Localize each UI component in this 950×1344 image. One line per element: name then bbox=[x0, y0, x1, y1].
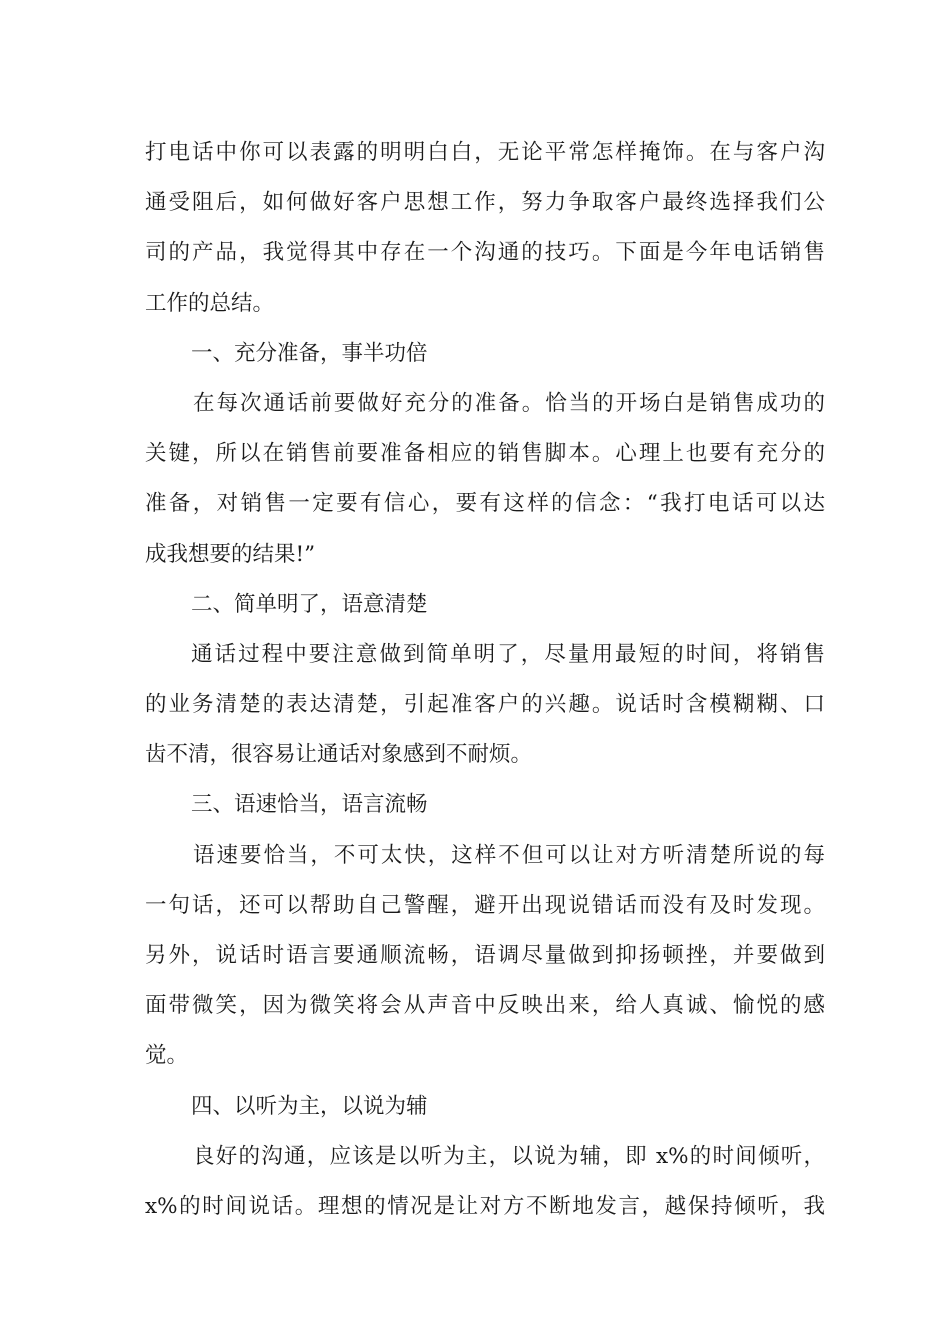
text-line: 打电话中你可以表露的明明白白，无论平常怎样掩饰。在与客户沟 bbox=[145, 140, 825, 165]
section-heading-1: 一、充分准备，事半功倍 bbox=[191, 340, 428, 366]
text-line: 准备，对销售一定要有信心，要有这样的信念：“我打电话可以达 bbox=[145, 491, 825, 517]
section-heading-3: 三、语速恰当，语言流畅 bbox=[191, 792, 428, 818]
text-line: 一句话，还可以帮助自己警醒，避开出现说错话而没有及时发现。 bbox=[145, 892, 825, 918]
text-line: 齿不清，很容易让通话对象感到不耐烦。 bbox=[145, 742, 533, 768]
text-line: 通受阻后，如何做好客户思想工作，努力争取客户最终选择我们公 bbox=[145, 190, 825, 216]
text-line: 良好的沟通，应该是以听为主，以说为辅，即 x%的时间倾听， bbox=[193, 1143, 825, 1169]
text-line: 的业务清楚的表达清楚，引起准客户的兴趣。说话时含模糊糊、口 bbox=[145, 692, 825, 718]
text-line: 司的产品，我觉得其中存在一个沟通的技巧。下面是今年电话销售 bbox=[145, 240, 825, 266]
body-text bbox=[145, 128, 825, 1232]
text-line: 成我想要的结果!” bbox=[145, 541, 316, 567]
text-line: 另外，说话时语言要通顺流畅，语调尽量做到抑扬顿挫，并要做到 bbox=[145, 943, 825, 968]
section-heading-4: 四、以听为主，以说为辅 bbox=[191, 1093, 428, 1119]
text-line: 通话过程中要注意做到简单明了，尽量用最短的时间，将销售 bbox=[191, 641, 825, 667]
text-line: x%的时间说话。理想的情况是让对方不断地发言，越保持倾听，我 bbox=[145, 1193, 825, 1219]
text-line: 工作的总结。 bbox=[145, 290, 275, 316]
text-line: 在每次通话前要做好充分的准备。恰当的开场白是销售成功的 bbox=[193, 390, 825, 416]
text-line: 觉。 bbox=[145, 1043, 189, 1069]
section-heading-2: 二、简单明了，语意清楚 bbox=[191, 591, 428, 617]
text-line: 关键，所以在销售前要准备相应的销售脚本。心理上也要有充分的 bbox=[145, 441, 825, 467]
text-line: 语速要恰当，不可太快，这样不但可以让对方听清楚所说的每 bbox=[193, 842, 825, 868]
text-line: 面带微笑，因为微笑将会从声音中反映出来，给人真诚、愉悦的感 bbox=[145, 993, 825, 1019]
